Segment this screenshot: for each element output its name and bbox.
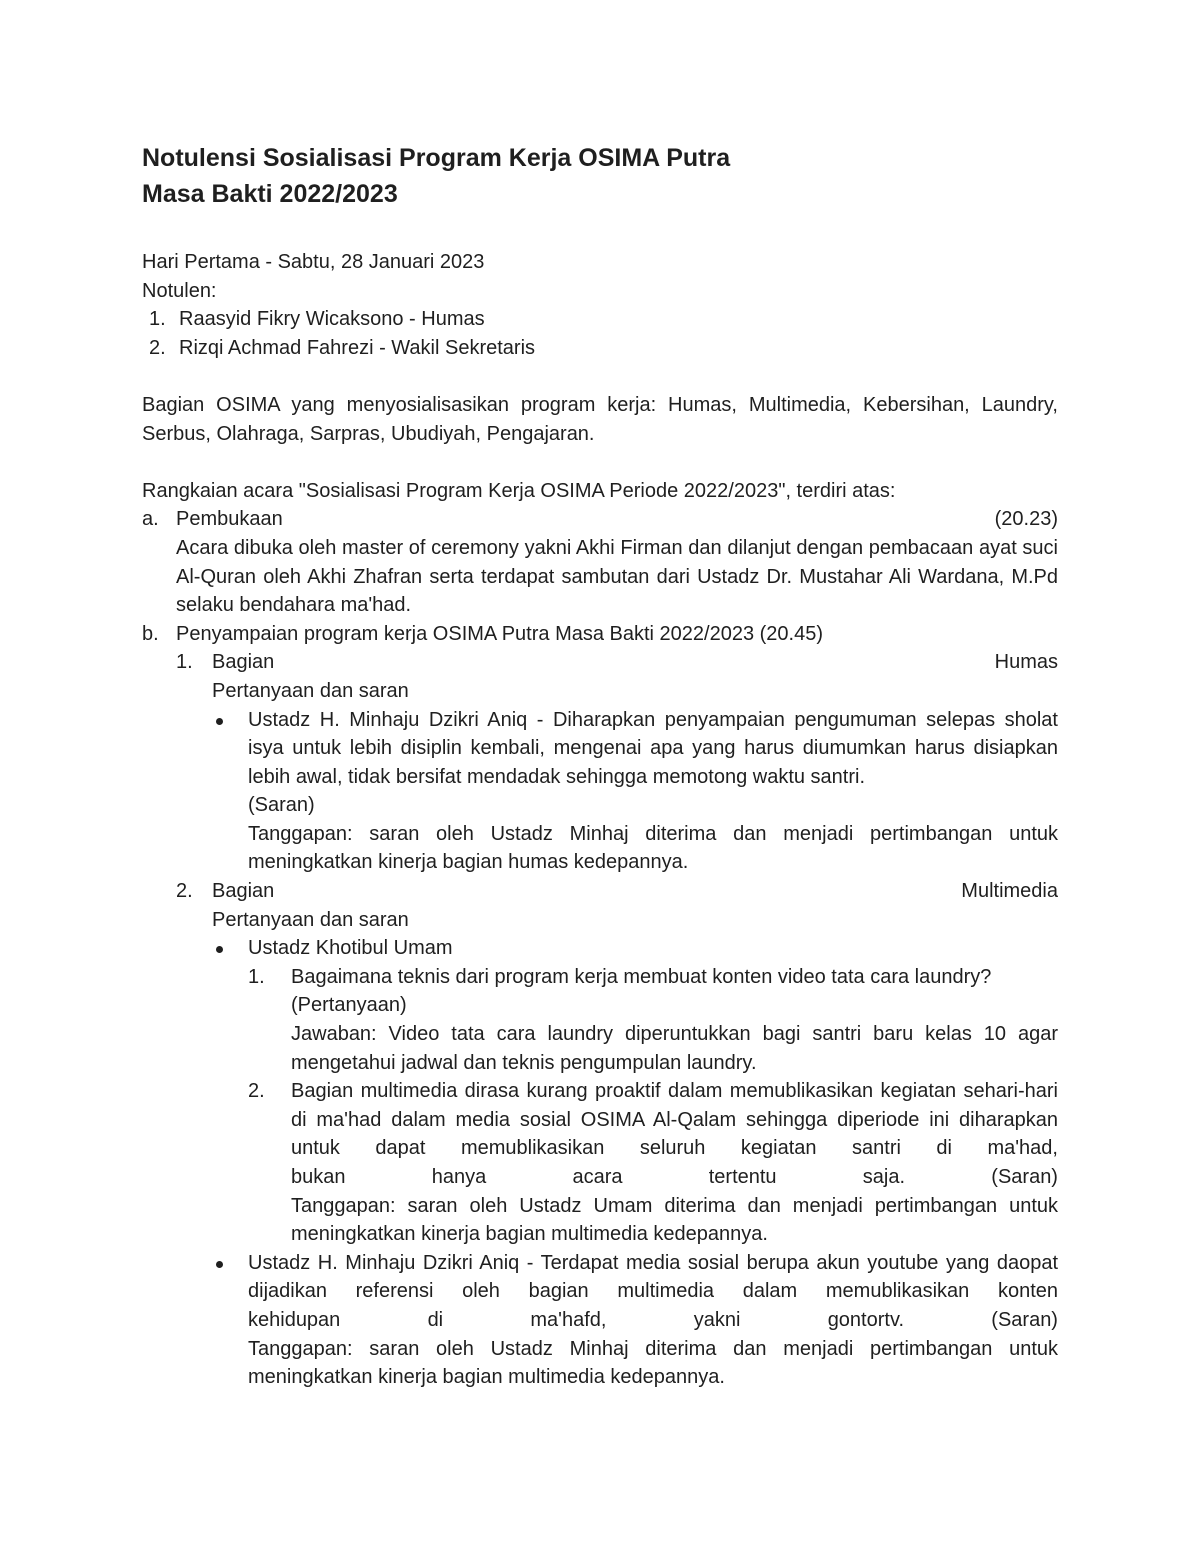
bullet-name: Ustadz Khotibul Umam [248,937,453,960]
agenda-heading [176,505,1058,534]
list-letter: b. [142,622,159,645]
section-heading-right: Humas [994,651,1058,674]
section-humas [176,648,1058,877]
question-tag: (Pertanyaan) [291,994,407,1017]
word: ma'hafd, [530,1308,607,1331]
question-text: Bagian multimedia dirasa kurang proaktif dalam memublikasikan kegiatan sehari-hari di ma'had dalam media sosial OSIMA Al-Qalam sehingga diperiode ini diharapkan untuk dapat memublikasikan seluruh kegiatan santri di ma'had, [291,1080,1058,1160]
agenda-time: (20.23) [994,508,1058,531]
bullet-icon [216,946,223,953]
section-heading-left: Bagian [212,880,275,903]
bullet-item [212,1249,1058,1392]
section-heading [212,648,1058,677]
bullet-icon [216,1261,223,1268]
section-heading-left: Bagian [212,651,275,674]
agenda-title: Pembukaan [176,508,283,531]
question-item [248,1077,1058,1249]
document-title [142,140,1058,212]
title-line-1: Notulensi Sosialisasi Program Kerja OSIMA Putra [142,144,731,172]
notulen-name: Raasyid Fikry Wicaksono - Humas [179,308,485,331]
word: acara [572,1166,623,1188]
bullet-text: Ustadz H. Minhaju Dzikri Aniq - Diharapkan penyampaian pengumuman selepas sholat isya untuk lebih disiplin kembali, mengenai apa yang harus diumumkan harus disiapkan lebih awal, tidak bersifat mendadak sehingga memotong waktu santri. [248,708,1058,788]
question-text-last-line [291,1163,1058,1192]
bullet-item [212,934,1058,1249]
bullet-icon [216,718,223,725]
response-text: Tanggapan: saran oleh Ustadz Minhaj diterima dan menjadi pertimbangan untuk meningkatkan kinerja bagian multimedia kedepannya. [248,1337,1058,1389]
qa-label: Pertanyaan dan saran [212,679,409,702]
question-item [248,963,1058,1077]
word: yakni [693,1308,741,1331]
agenda-title: Penyampaian program kerja OSIMA Putra Masa Bakti 2022/2023 (20.45) [176,622,824,645]
answer-text: Jawaban: Video tata cara laundry diperuntukkan bagi santri baru kelas 10 agar mengetahui jadwal dan teknis pengumpulan laundry. [291,1023,1058,1074]
rangkaian-intro: Rangkaian acara "Sosialisasi Program Kerja OSIMA Periode 2022/2023", terdiri atas: [142,479,896,502]
list-number: 2. [248,1080,265,1103]
list-number: 1. [176,651,193,674]
title-line-2: Masa Bakti 2022/2023 [142,180,398,208]
spacer [142,362,1058,391]
bagian-paragraph: Bagian OSIMA yang menyosialisasikan program kerja: Humas, Multimedia, Kebersihan, Laundry, Serbus, Olahraga, Sarpras, Ubudiyah, Pengajaran. [142,393,1058,445]
question-text: Bagaimana teknis dari program kerja membuat konten video tata cara laundry? [291,965,992,988]
question-tag: (Saran) [991,1166,1058,1188]
document-content [142,140,1058,1392]
bullet-item [212,706,1058,878]
notulen-name: Rizqi Achmad Fahrezi - Wakil Sekretaris [179,336,536,359]
section-heading-right: Multimedia [961,880,1058,903]
agenda-description: Acara dibuka oleh master of ceremony yakni Akhi Firman dan dilanjut dengan pembacaan ayat suci Al-Quran oleh Akhi Zhafran serta terdapat sambutan dari Ustadz Dr. Mustahar Ali Wardana, M.Pd selaku bendahara ma'had. [176,536,1058,617]
bullet-tag: (Saran) [991,1308,1058,1331]
word: hanya [431,1166,487,1188]
spacer [142,448,1058,477]
word: di [427,1308,444,1331]
list-number: 2. [176,880,193,903]
list-letter: a. [142,508,159,531]
agenda-item-a [142,505,1058,619]
response-text: Tanggapan: saran oleh Ustadz Umam diterima dan menjadi pertimbangan untuk meningkatkan kinerja bagian multimedia kedepannya. [291,1194,1058,1246]
word: gontortv. [827,1308,905,1331]
notulen-item [142,305,1058,334]
qa-label: Pertanyaan dan saran [212,908,409,931]
word: tertentu [708,1166,777,1188]
bullet-text: Ustadz H. Minhaju Dzikri Aniq - Terdapat media sosial berupa akun youtube yang daopat dijadikan referensi oleh bagian multimedia dalam memublikasikan konten [248,1251,1058,1303]
agenda-item-b [142,620,1058,1392]
section-heading [212,877,1058,906]
spacer [142,212,1058,248]
word: saja. [862,1166,906,1188]
list-number: 1. [248,965,265,988]
response-text: Tanggapan: saran oleh Ustadz Minhaj diterima dan menjadi pertimbangan untuk meningkatkan kinerja bagian humas kedepannya. [248,822,1058,874]
bullet-tag: (Saran) [248,794,315,817]
section-multimedia [176,877,1058,1392]
word: kehidupan [248,1308,341,1331]
word: bukan [291,1166,346,1188]
notulen-label: Notulen: [142,279,217,302]
list-number: 2. [149,336,166,359]
notulen-item [142,334,1058,363]
list-number: 1. [149,308,166,331]
bullet-text-last-line [248,1306,1058,1335]
day-line: Hari Pertama - Sabtu, 28 Januari 2023 [142,251,485,273]
